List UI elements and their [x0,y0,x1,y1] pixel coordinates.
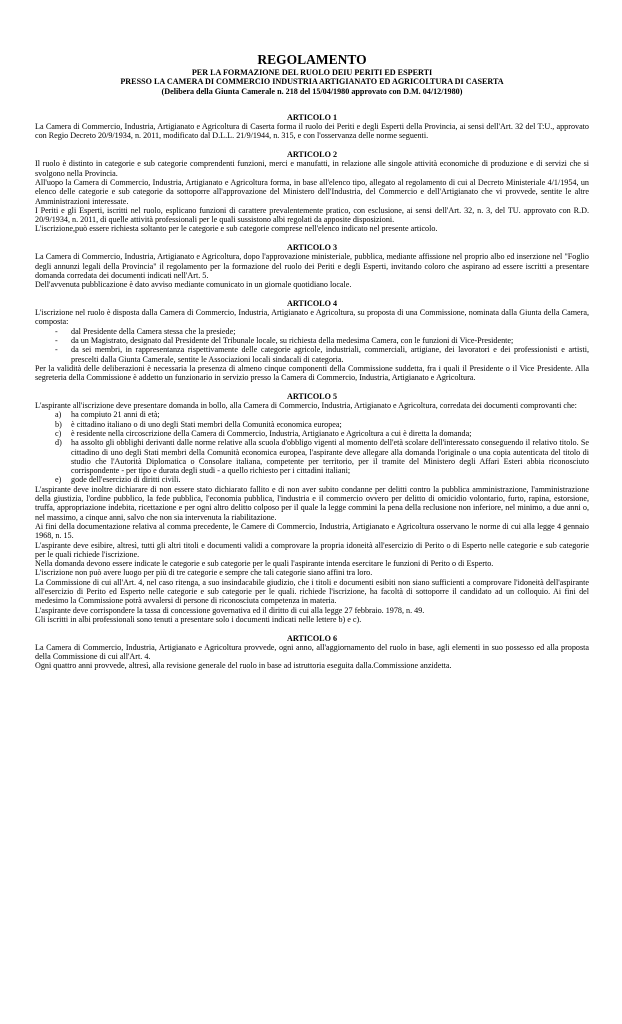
list-item-text: ha assolto gli obblighi derivanti dalle norme relative alla scuola d'obbligo vigenti al momento dell'età scolare dell'interessato conseguendo il relativo titolo. Se cittadino di uno degli Stati membri della Comunità economica europea, l'aspirante deve allegare alla domanda l'originale o una copia autenticata del titolo di studio che l'Autorità Diplomatica o Consolare italiana, competente per territorio, per il tramite del Ministero degli Affari Esteri abbia riconosciuto corrispondente - per tipo e durata degli studi - a quello richiesto per i cittadini italiani; [71,438,589,476]
paragraph: Gli iscritti in albi professionali sono tenuti a presentare solo i documenti indicati nelle lettere b) e c). [35,614,362,624]
paragraph: L'aspirante all'iscrizione deve presentare domanda in bollo, alla Camera di Commercio, Industria, Artigianato e Agricoltura, corredata dei documenti comprovanti che: [35,401,577,411]
list-item-text: da sei membri, in rappresentanza rispettivamente delle categorie agricole, industriali, commerciali, artigiane, dei lavoratori e dei professionisti e artisti, prescelti dalla Giunta Camerale, sentite le Associazioni locali sindacali di categoria. [71,345,589,364]
list-marker: e) [55,475,62,485]
list-marker: a) [55,410,62,420]
list-item [35,345,589,364]
paragraph: L'iscrizione nel ruolo è disposta dalla Camera di Commercio, Industria, Artigianato e Agricoltura, su proposta di una Commissione, nominata dalla Giunta della Camera, composta: [35,308,589,327]
article-6 [35,634,589,671]
list-item [35,410,589,419]
document-subtitle: (Delibera della Giunta Camerale n. 218 del 15/04/1980 approvato con D.M. 04/12/1980) [161,86,463,96]
requirements-list [35,410,589,484]
paragraph: L'iscrizione,può essere richiesta soltanto per le categorie e sub categorie comprese nell'elenco indicato nel presente articolo. [35,224,438,234]
paragraph: Per la validità delle deliberazioni è necessaria la presenza di almeno cinque componenti della Commissione suddetta, fra i quali il Presidente o il Vice Presidente. Alla segreteria della Commissione è addetto un funzionario in servizio presso la Camera di Commercio, Industria, Artigianato e Agricoltura. [35,363,589,383]
list-item-text: da un Magistrato, designato dal Presidente del Tribunale locale, su richiesta della medesima Camera, con le funzioni di Vice-Presidente; [71,336,514,346]
article-2 [35,150,589,234]
paragraph: Nella domanda devono essere indicate le categorie e sub categorie per le quali l'aspirante intenda esercitare le funzioni di Perito o di Esperto. [35,559,494,569]
article-4 [35,299,589,383]
paragraph: La Camera di Commercio, Industria, Artigianato e Agricoltura provvede, ogni anno, all'aggiornamento del ruolo in base, agli elementi in suo possesso ed alla proposta della Commissione di cui all'Art. 4. [35,642,589,662]
article-heading: ARTICOLO 2 [286,150,338,160]
list-item-text: gode dell'esercizio di diritti civili. [71,475,181,485]
paragraph: Ogni quattro anni provvede, altresì, alla revisione generale del ruolo in base ad istruttoria eseguita dalla.Commissione anzidetta. [35,661,452,671]
list-item [35,438,589,475]
article-heading: ARTICOLO 3 [286,243,338,253]
list-marker: - [55,336,58,346]
list-marker: c) [55,428,62,438]
list-marker: - [55,326,58,336]
article-heading: ARTICOLO 6 [286,633,338,643]
list-item [35,327,589,336]
document-subtitle: PRESSO LA CAMERA DI COMMERCIO INDUSTRIA ARTIGIANATO ED AGRICOLTURA DI CASERTA [120,77,504,87]
document-title: REGOLAMENTO [257,52,367,67]
paragraph: La Camera di Commercio, Industria, Artigianato e Agricoltura di Caserta forma il ruolo dei Periti e degli Esperti della Provincia, ai sensi dell'Art. 32 del T:U., approvato con Regio Decreto 20/9/1934, n. 2011, modificato dal D.L.L. 21/9/1944, n. 315, e con l'osservanza delle norme seguenti. [35,122,589,141]
list-marker: b) [55,419,62,429]
paragraph: Dell'avvenuta pubblicazione è dato avviso mediante comunicato in un giornale quotidiano locale. [35,280,352,290]
paragraph: La Camera di Commercio, Industria, Artigianato e Agricoltura, dopo l'approvazione ministeriale, pubblica, mediante affissione nel proprio albo ed inserzione nel "Foglio degli annunzi legali della Provincia" il regolamento per la formazione del ruolo dei Periti e degli Esperti, invitando coloro che aspirano ad essere iscritti a presentare domanda corredata dei documenti indicati nell'Art. 5. [35,252,589,280]
list-marker: - [55,345,58,355]
paragraph: L'iscrizione non può avere luogo per più di tre categorie e sempre che tali categorie siano affini tra loro. [35,568,373,578]
paragraph: Il ruolo è distinto in categorie e sub categorie comprendenti funzioni, merci e manufatti, in relazione alle singole attività economiche di produzione e di servizi che si svolgono nella Provincia. [35,159,589,178]
paragraph: All'uopo la Camera di Commercio, Industria, Artigianato e Agricoltura forma, in base all'elenco tipo, allegato al regolamento di cui al Decreto Ministeriale 4/1/1954, un elenco delle categorie e sub categorie da sottoporre all'approvazione del Ministero dell'Industria, del Commercio e dell'Artigianato che vi provvede, sentite le altre Amministrazioni interessate. [35,177,589,206]
list-item-text: è cittadino italiano o di uno degli Stati membri della Comunità economica europea; [71,419,342,429]
list-item-text: è residente nella circoscrizione della Camera di Commercio, Industria, Artigianato e Agricoltura a cui è diretta la domanda; [71,428,472,438]
list-item [35,475,589,484]
list-marker: d) [55,438,62,448]
article-5 [35,392,589,624]
commission-members-list [35,327,589,364]
paragraph: Ai fini della documentazione relativa al comma precedente, le Camere di Commercio, Industria, Artigianato e Agricoltura osservano le norme di cui alla legge 4 gennaio 1968, n. 15. [35,521,589,541]
article-1 [35,113,589,141]
list-item-text: dal Presidente della Camera stessa che la presiede; [71,326,236,336]
article-heading: ARTICOLO 5 [286,391,338,401]
paragraph: L'aspirante deve esibire, altresì, tutti gli altri titoli e documenti validi a comprovare la propria idoneità all'esercizio di Perito o di Esperto nelle categorie e sub categorie per le quali richiede l'iscrizione. [35,540,589,559]
list-item [35,429,589,438]
article-heading: ARTICOLO 1 [286,112,338,122]
list-item [35,420,589,429]
article-3 [35,243,589,289]
article-heading: ARTICOLO 4 [286,298,338,308]
paragraph: La Commissione di cui all'Art. 4, nel caso ritenga, a suo insindacabile giudizio, che i titoli e documenti esibiti non siano sufficienti a comprovare l'idoneità dell'aspirante all'esercizio di Perito ed Esperto nelle categorie e sub categorie per le quali. richiede l'iscrizione, ha facoltà di sottoporre il candidato ad un colloquio. Ai fini del medesimo la Commissione potrà avvalersi di persone di riconosciuta competenza in materia. [35,577,589,606]
list-item [35,336,589,345]
list-item-text: ha compiuto 21 anni di età; [71,410,160,420]
paragraph: I Periti e gli Esperti, iscritti nel ruolo, esplicano funzioni di carattere prevalentemente pratico, con esclusione, ai sensi dell'Art. 32, n. 3, del TU. approvato con R.D. 20/9/1934, n. 2011, di quelle attività professionali per le quali sussistono albi regolati da apposite disposizioni. [35,205,589,225]
paragraph: L'aspirante deve corrispondere la tassa di concessione governativa ed il diritto di cui alla legge 27 febbraio. 1978, n. 49. [35,605,425,615]
document-subtitle: PER LA FORMAZIONE DEL RUOLO DEIU PERITI ED ESPERTI [191,68,433,77]
paragraph: L'aspirante deve inoltre dichiarare di non essere stato dichiarato fallito e di non aver subito condanne per delitti contro la pubblica amministrazione, l'amministrazione della giustizia, l'ordine pubblico, la fede pubblica, l'economia pubblica, l'industria e il commercio ovvero per delitto di omicidio volontario, furto, rapina, estorsione, truffa, appropriazione indebita, ricettazione e per ogni altro delitto colposo per il quale la legge commini la pena della reclusione non inferiore, nel minimo, a due anni o, nel massimo, a cinque anni, salvo che non sia intervenuta la riabilitazione. [35,484,589,522]
